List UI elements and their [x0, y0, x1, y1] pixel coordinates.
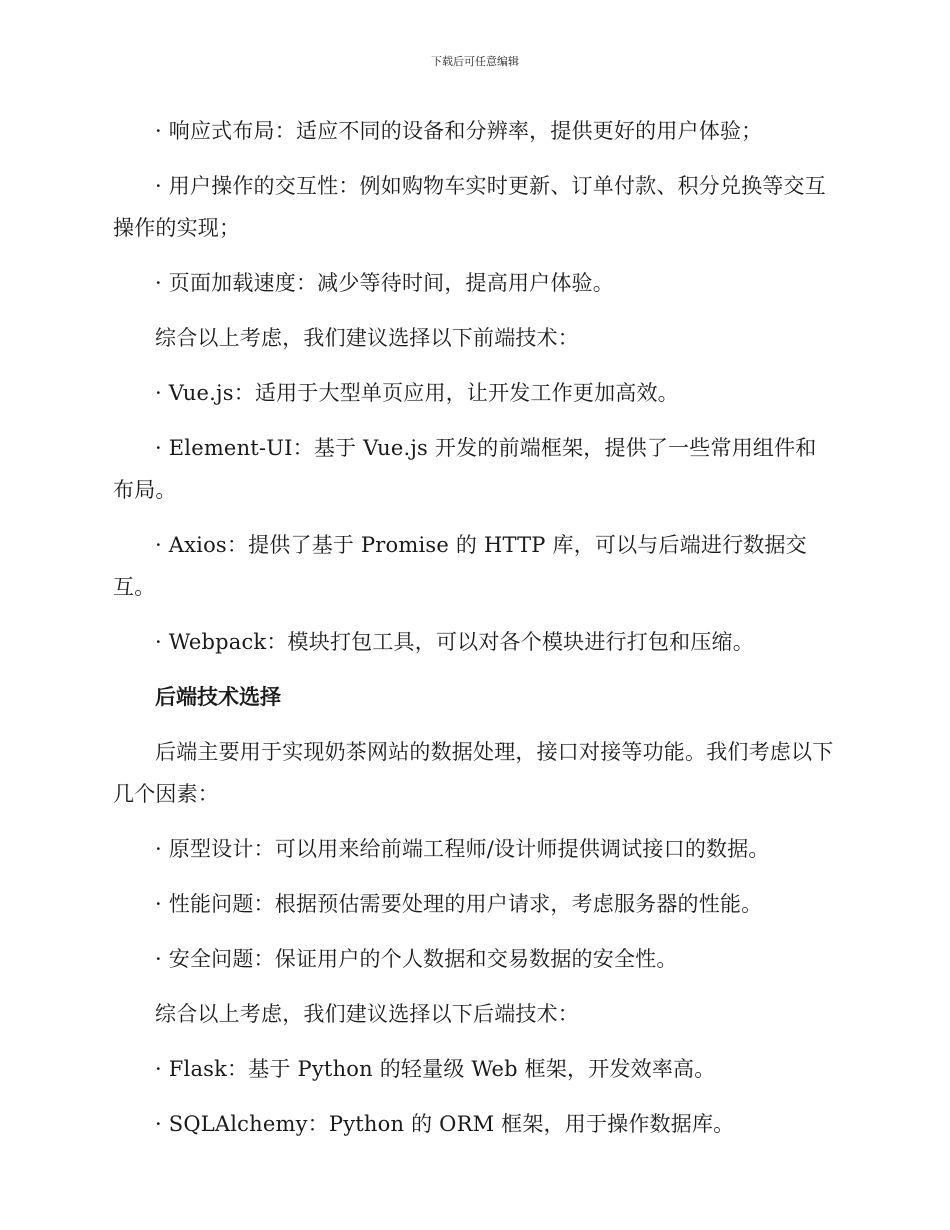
backend-intro: 后端主要用于实现奶茶网站的数据处理，接口对接等功能。我们考虑以下几个因素：: [113, 740, 834, 806]
bullet-webpack: · Webpack：模块打包工具，可以对各个模块进行打包和压缩。: [155, 630, 754, 654]
page-header: 下载后可任意编辑: [431, 55, 519, 68]
backend-summary: 综合以上考虑，我们建议选择以下后端技术：: [155, 1002, 579, 1026]
document-body: [113, 110, 835, 1158]
bullet-element-ui: · Element-UI：基于 Vue.js 开发的前端框架，提供了一些常用组件和布局。: [113, 436, 817, 502]
bullet-prototype-design: · 原型设计：可以用来给前端工程师/设计师提供调试接口的数据。: [155, 837, 770, 861]
bullet-axios: · Axios：提供了基于 Promise 的 HTTP 库，可以与后端进行数据交互。: [113, 533, 807, 599]
section-heading-backend: 后端技术选择: [155, 684, 281, 709]
bullet-security: · 安全问题：保证用户的个人数据和交易数据的安全性。: [155, 947, 678, 971]
bullet-responsive-layout: · 响应式布局：适应不同的设备和分辨率，提供更好的用户体验；: [155, 119, 763, 143]
bullet-vuejs: · Vue.js：适用于大型单页应用，让开发工作更加高效。: [155, 381, 679, 405]
bullet-flask: · Flask：基于 Python 的轻量级 Web 框架，开发效率高。: [155, 1057, 716, 1081]
bullet-performance: · 性能问题：根据预估需要处理的用户请求，考虑服务器的性能。: [155, 892, 763, 916]
bullet-page-load-speed: · 页面加载速度：减少等待时间，提高用户体验。: [155, 271, 614, 295]
bullet-interactivity: · 用户操作的交互性：例如购物车实时更新、订单付款、积分兑换等交互操作的实现；: [113, 174, 826, 240]
bullet-sqlalchemy: · SQLAlchemy：Python 的 ORM 框架，用于操作数据库。: [155, 1112, 735, 1136]
frontend-summary: 综合以上考虑，我们建议选择以下前端技术：: [155, 326, 579, 350]
